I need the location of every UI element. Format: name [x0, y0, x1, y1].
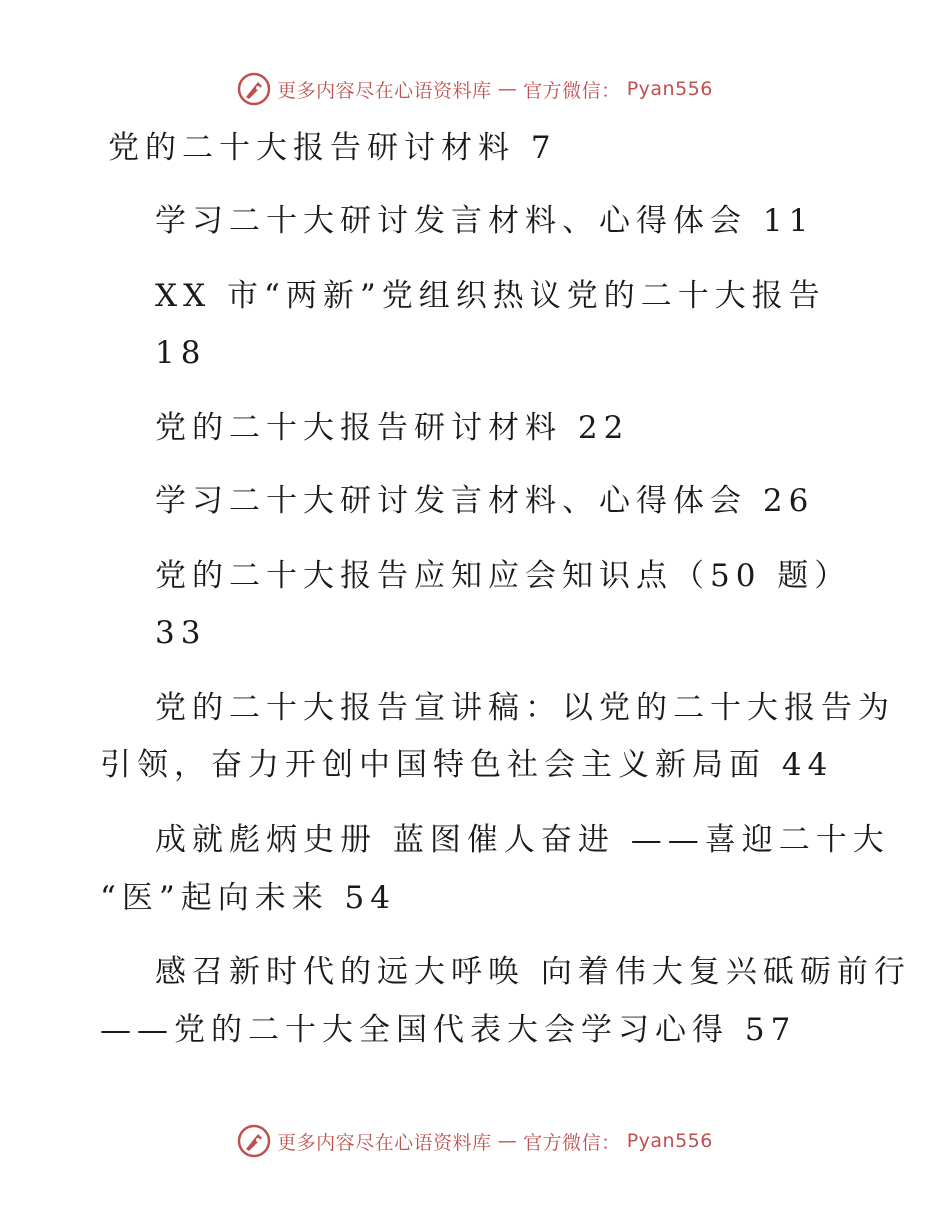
toc-line: 引领，奋力开创中国特色社会主义新局面 44: [100, 747, 834, 783]
toc-line: 感召新时代的远大呼唤 向着伟大复兴砥砺前行: [155, 954, 911, 990]
toc-line: “医”起向未来 54: [100, 880, 396, 916]
toc-line: 党的二十大报告宣讲稿：以党的二十大报告为: [155, 690, 895, 726]
toc-line: 18: [155, 335, 207, 371]
toc-line: 党的二十大报告研讨材料 7: [108, 130, 557, 166]
watermark-label: 官方微信：: [523, 1131, 621, 1154]
header-watermark: [0, 72, 950, 106]
watermark-label: 官方微信：: [523, 79, 621, 102]
toc-line: XX 市“两新”党组织热议党的二十大报告: [155, 278, 826, 314]
watermark-dash: —: [497, 78, 518, 100]
toc-line: 33: [155, 615, 207, 651]
toc-line: 成就彪炳史册 蓝图催人奋进 ——喜迎二十大: [155, 822, 890, 858]
footer-watermark: [0, 1124, 950, 1158]
watermark-brand: 更多内容尽在心语资料库: [277, 1131, 492, 1154]
watermark-brand: 更多内容尽在心语资料库: [277, 79, 492, 102]
toc-line: 学习二十大研讨发言材料、心得体会 11: [155, 203, 815, 239]
toc-line: 党的二十大报告研讨材料 22: [155, 410, 630, 446]
pen-nib-logo-icon: [237, 72, 271, 106]
watermark-dash: —: [497, 1130, 518, 1152]
watermark-handle: Pyan556: [626, 1130, 713, 1152]
toc-line: 党的二十大报告应知应会知识点（50 题）: [155, 558, 852, 594]
toc-line: 学习二十大研讨发言材料、心得体会 26: [155, 483, 815, 519]
watermark-handle: Pyan556: [626, 78, 713, 100]
pen-nib-logo-icon: [237, 1124, 271, 1158]
toc-line: ——党的二十大全国代表大会学习心得 57: [100, 1012, 797, 1048]
